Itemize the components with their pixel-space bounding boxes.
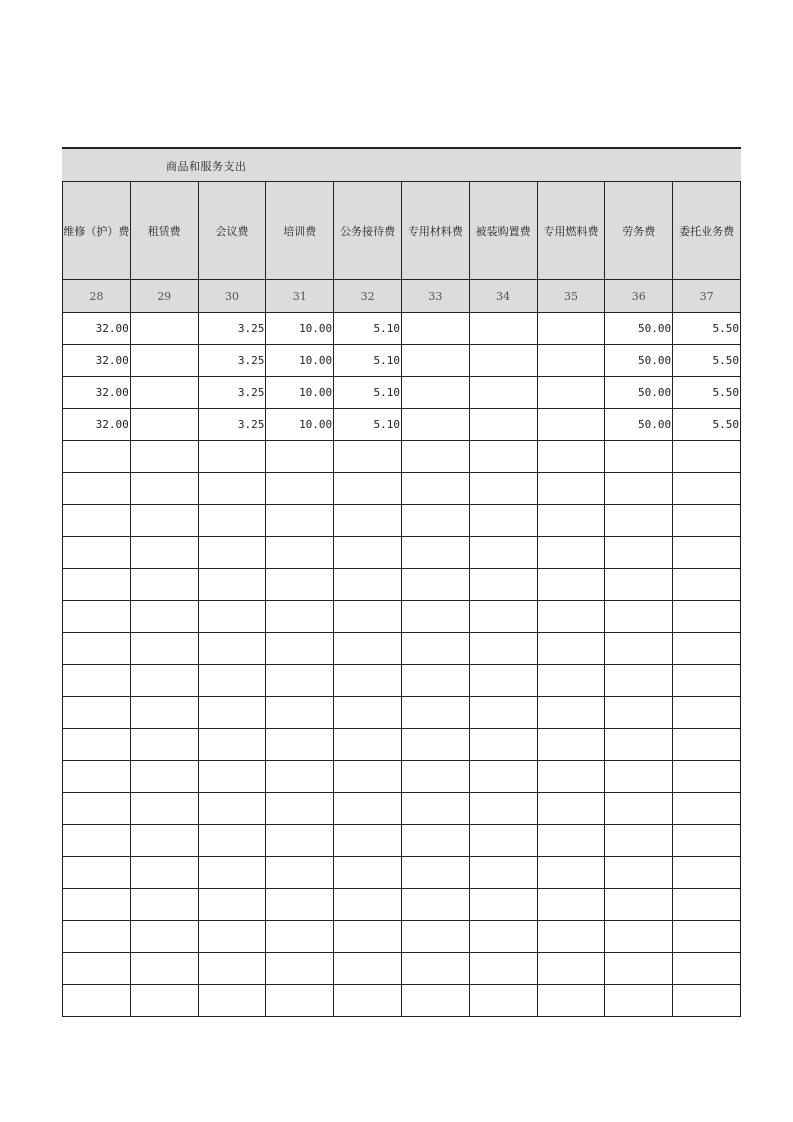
empty-cell	[537, 473, 605, 505]
empty-cell	[605, 985, 673, 1017]
empty-cell	[130, 569, 198, 601]
empty-cell	[401, 985, 469, 1017]
column-number: 29	[130, 280, 198, 313]
empty-cell	[673, 601, 741, 633]
table-cell: 5.50	[673, 313, 741, 345]
empty-cell	[673, 441, 741, 473]
empty-cell	[469, 761, 537, 793]
empty-cell	[198, 697, 266, 729]
empty-table-row	[63, 985, 741, 1017]
column-header: 专用燃料费	[537, 182, 605, 280]
empty-table-row	[63, 665, 741, 697]
empty-cell	[266, 985, 334, 1017]
empty-cell	[605, 441, 673, 473]
column-header: 租赁费	[130, 182, 198, 280]
column-header: 专用材料费	[401, 182, 469, 280]
empty-cell	[63, 761, 131, 793]
table-row	[63, 377, 741, 409]
table-cell: 5.10	[334, 377, 402, 409]
empty-cell	[401, 857, 469, 889]
empty-table-row	[63, 633, 741, 665]
table-cell: 32.00	[63, 409, 131, 441]
empty-cell	[401, 505, 469, 537]
empty-cell	[63, 921, 131, 953]
empty-cell	[130, 441, 198, 473]
empty-cell	[130, 473, 198, 505]
empty-cell	[537, 569, 605, 601]
table-cell	[469, 377, 537, 409]
table-cell	[130, 345, 198, 377]
empty-cell	[266, 473, 334, 505]
empty-cell	[266, 953, 334, 985]
empty-cell	[537, 697, 605, 729]
empty-cell	[63, 569, 131, 601]
empty-cell	[130, 793, 198, 825]
empty-cell	[130, 633, 198, 665]
empty-cell	[605, 729, 673, 761]
empty-cell	[673, 953, 741, 985]
empty-cell	[130, 825, 198, 857]
empty-cell	[266, 505, 334, 537]
empty-cell	[198, 953, 266, 985]
column-number: 31	[266, 280, 334, 313]
expense-table-sheet	[62, 147, 741, 1017]
empty-cell	[537, 761, 605, 793]
empty-cell	[63, 665, 131, 697]
empty-cell	[334, 889, 402, 921]
empty-cell	[469, 441, 537, 473]
table-cell	[130, 377, 198, 409]
empty-cell	[198, 473, 266, 505]
empty-cell	[63, 633, 131, 665]
column-header: 公务接待费	[334, 182, 402, 280]
column-number: 33	[401, 280, 469, 313]
table-cell: 5.50	[673, 345, 741, 377]
empty-cell	[130, 921, 198, 953]
empty-cell	[537, 985, 605, 1017]
empty-cell	[469, 473, 537, 505]
empty-cell	[469, 697, 537, 729]
empty-cell	[537, 505, 605, 537]
empty-cell	[130, 697, 198, 729]
table-cell: 50.00	[605, 313, 673, 345]
empty-cell	[198, 729, 266, 761]
table-body	[63, 313, 741, 1017]
empty-cell	[537, 793, 605, 825]
empty-cell	[334, 569, 402, 601]
empty-table-row	[63, 441, 741, 473]
empty-cell	[401, 953, 469, 985]
table-cell: 5.50	[673, 377, 741, 409]
empty-cell	[130, 537, 198, 569]
empty-cell	[266, 889, 334, 921]
empty-cell	[673, 473, 741, 505]
section-title: 商品和服务支出	[166, 160, 247, 173]
column-number: 35	[537, 280, 605, 313]
empty-cell	[605, 505, 673, 537]
empty-cell	[266, 601, 334, 633]
empty-cell	[334, 857, 402, 889]
table-cell	[537, 345, 605, 377]
empty-cell	[130, 729, 198, 761]
empty-cell	[537, 953, 605, 985]
table-cell: 5.10	[334, 345, 402, 377]
empty-cell	[130, 601, 198, 633]
column-header: 会议费	[198, 182, 266, 280]
empty-cell	[469, 985, 537, 1017]
table-cell: 3.25	[198, 313, 266, 345]
table-cell: 10.00	[266, 409, 334, 441]
empty-cell	[469, 633, 537, 665]
empty-cell	[537, 729, 605, 761]
table-cell	[537, 313, 605, 345]
empty-cell	[605, 473, 673, 505]
empty-table-row	[63, 889, 741, 921]
empty-cell	[198, 985, 266, 1017]
empty-cell	[334, 697, 402, 729]
empty-cell	[469, 601, 537, 633]
empty-cell	[673, 761, 741, 793]
empty-cell	[130, 985, 198, 1017]
empty-cell	[401, 633, 469, 665]
expense-table	[62, 181, 741, 1017]
empty-cell	[63, 473, 131, 505]
column-header: 委托业务费	[673, 182, 741, 280]
empty-cell	[537, 441, 605, 473]
table-cell: 5.10	[334, 313, 402, 345]
empty-cell	[673, 633, 741, 665]
empty-cell	[266, 729, 334, 761]
table-cell	[469, 345, 537, 377]
empty-cell	[537, 825, 605, 857]
empty-cell	[198, 441, 266, 473]
table-cell: 3.25	[198, 377, 266, 409]
table-cell	[401, 313, 469, 345]
empty-cell	[334, 473, 402, 505]
empty-table-row	[63, 857, 741, 889]
column-header-row	[63, 182, 741, 280]
column-number: 34	[469, 280, 537, 313]
column-number: 28	[63, 280, 131, 313]
table-cell: 32.00	[63, 345, 131, 377]
empty-cell	[334, 441, 402, 473]
empty-cell	[198, 921, 266, 953]
empty-table-row	[63, 473, 741, 505]
empty-cell	[266, 825, 334, 857]
empty-cell	[198, 857, 266, 889]
table-cell: 10.00	[266, 377, 334, 409]
empty-cell	[673, 729, 741, 761]
empty-cell	[469, 665, 537, 697]
empty-cell	[63, 537, 131, 569]
empty-cell	[198, 505, 266, 537]
empty-cell	[63, 825, 131, 857]
column-number: 32	[334, 280, 402, 313]
table-cell	[537, 409, 605, 441]
empty-cell	[469, 825, 537, 857]
empty-table-row	[63, 697, 741, 729]
empty-table-row	[63, 505, 741, 537]
table-cell: 3.25	[198, 409, 266, 441]
empty-cell	[537, 921, 605, 953]
empty-cell	[130, 761, 198, 793]
table-cell: 5.10	[334, 409, 402, 441]
empty-cell	[334, 729, 402, 761]
empty-table-row	[63, 825, 741, 857]
empty-cell	[401, 569, 469, 601]
empty-cell	[198, 633, 266, 665]
empty-cell	[605, 953, 673, 985]
empty-cell	[401, 473, 469, 505]
empty-cell	[605, 825, 673, 857]
table-cell	[537, 377, 605, 409]
empty-cell	[469, 569, 537, 601]
empty-cell	[673, 697, 741, 729]
empty-table-row	[63, 537, 741, 569]
empty-cell	[198, 601, 266, 633]
empty-cell	[198, 537, 266, 569]
empty-cell	[63, 697, 131, 729]
column-number: 37	[673, 280, 741, 313]
empty-cell	[266, 761, 334, 793]
empty-cell	[198, 569, 266, 601]
empty-cell	[198, 825, 266, 857]
empty-cell	[334, 761, 402, 793]
empty-cell	[537, 537, 605, 569]
empty-cell	[334, 665, 402, 697]
table-cell: 10.00	[266, 345, 334, 377]
empty-cell	[401, 889, 469, 921]
empty-cell	[334, 921, 402, 953]
empty-cell	[334, 537, 402, 569]
empty-cell	[266, 633, 334, 665]
empty-cell	[605, 633, 673, 665]
table-cell: 50.00	[605, 345, 673, 377]
empty-cell	[605, 601, 673, 633]
empty-cell	[605, 921, 673, 953]
empty-cell	[469, 537, 537, 569]
table-row	[63, 409, 741, 441]
empty-cell	[401, 665, 469, 697]
empty-cell	[63, 953, 131, 985]
empty-cell	[537, 633, 605, 665]
empty-cell	[605, 761, 673, 793]
empty-cell	[605, 889, 673, 921]
empty-cell	[401, 825, 469, 857]
empty-cell	[673, 665, 741, 697]
empty-cell	[63, 441, 131, 473]
empty-cell	[266, 921, 334, 953]
column-header: 被装购置费	[469, 182, 537, 280]
empty-cell	[266, 537, 334, 569]
empty-cell	[469, 793, 537, 825]
empty-cell	[334, 633, 402, 665]
empty-cell	[334, 953, 402, 985]
column-number-row	[63, 280, 741, 313]
empty-cell	[63, 889, 131, 921]
empty-cell	[605, 857, 673, 889]
empty-cell	[266, 857, 334, 889]
column-number: 36	[605, 280, 673, 313]
empty-cell	[537, 857, 605, 889]
empty-cell	[130, 857, 198, 889]
table-cell: 5.50	[673, 409, 741, 441]
empty-cell	[334, 793, 402, 825]
empty-cell	[63, 505, 131, 537]
empty-cell	[469, 729, 537, 761]
empty-cell	[198, 761, 266, 793]
empty-cell	[401, 697, 469, 729]
table-cell: 32.00	[63, 313, 131, 345]
empty-cell	[266, 665, 334, 697]
empty-cell	[537, 889, 605, 921]
empty-cell	[63, 857, 131, 889]
empty-cell	[469, 953, 537, 985]
table-cell: 32.00	[63, 377, 131, 409]
empty-cell	[130, 505, 198, 537]
empty-cell	[334, 601, 402, 633]
empty-cell	[469, 505, 537, 537]
table-cell	[469, 409, 537, 441]
empty-cell	[401, 441, 469, 473]
empty-table-row	[63, 729, 741, 761]
empty-cell	[469, 857, 537, 889]
empty-cell	[673, 985, 741, 1017]
empty-cell	[334, 825, 402, 857]
column-header: 培训费	[266, 182, 334, 280]
empty-cell	[401, 921, 469, 953]
empty-cell	[469, 889, 537, 921]
empty-cell	[401, 729, 469, 761]
empty-cell	[198, 665, 266, 697]
column-header: 维修（护）费	[63, 182, 131, 280]
table-cell: 50.00	[605, 377, 673, 409]
empty-cell	[63, 985, 131, 1017]
table-cell	[401, 377, 469, 409]
empty-cell	[469, 921, 537, 953]
table-cell: 10.00	[266, 313, 334, 345]
table-cell	[401, 345, 469, 377]
empty-cell	[537, 601, 605, 633]
empty-cell	[401, 793, 469, 825]
empty-table-row	[63, 793, 741, 825]
empty-cell	[537, 665, 605, 697]
empty-cell	[605, 793, 673, 825]
empty-cell	[266, 569, 334, 601]
empty-cell	[605, 569, 673, 601]
empty-cell	[130, 665, 198, 697]
empty-table-row	[63, 601, 741, 633]
empty-cell	[673, 889, 741, 921]
column-number: 30	[198, 280, 266, 313]
table-cell: 3.25	[198, 345, 266, 377]
empty-cell	[334, 505, 402, 537]
empty-table-row	[63, 569, 741, 601]
empty-cell	[63, 601, 131, 633]
empty-cell	[401, 761, 469, 793]
empty-cell	[673, 857, 741, 889]
empty-cell	[401, 537, 469, 569]
empty-cell	[605, 537, 673, 569]
empty-cell	[130, 889, 198, 921]
empty-cell	[673, 793, 741, 825]
table-cell	[469, 313, 537, 345]
empty-table-row	[63, 953, 741, 985]
table-cell	[130, 409, 198, 441]
section-header-bar	[62, 147, 741, 181]
empty-cell	[266, 697, 334, 729]
empty-cell	[673, 505, 741, 537]
table-cell	[401, 409, 469, 441]
empty-cell	[605, 665, 673, 697]
empty-table-row	[63, 921, 741, 953]
empty-table-row	[63, 761, 741, 793]
empty-cell	[198, 793, 266, 825]
empty-cell	[266, 441, 334, 473]
table-cell	[130, 313, 198, 345]
empty-cell	[673, 825, 741, 857]
table-row	[63, 345, 741, 377]
empty-cell	[334, 985, 402, 1017]
empty-cell	[673, 921, 741, 953]
empty-cell	[63, 793, 131, 825]
empty-cell	[130, 953, 198, 985]
empty-cell	[198, 889, 266, 921]
table-cell: 50.00	[605, 409, 673, 441]
empty-cell	[605, 697, 673, 729]
column-header: 劳务费	[605, 182, 673, 280]
table-row	[63, 313, 741, 345]
empty-cell	[63, 729, 131, 761]
empty-cell	[266, 793, 334, 825]
empty-cell	[401, 601, 469, 633]
empty-cell	[673, 537, 741, 569]
empty-cell	[673, 569, 741, 601]
